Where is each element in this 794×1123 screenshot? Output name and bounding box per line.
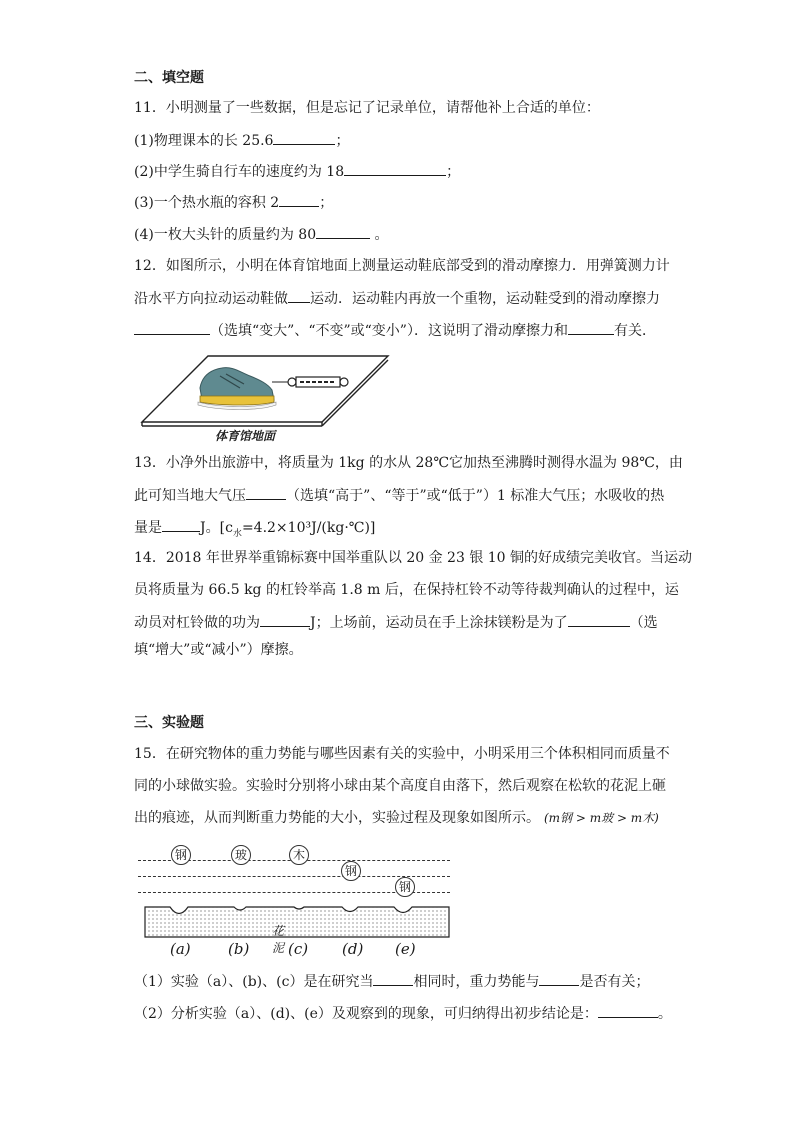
q11-item-2: (2)中学生骑自行车的速度约为 18 ； [134, 161, 460, 182]
q11-blank-3[interactable] [279, 192, 319, 207]
mass-relation: (m钢 > m玻 > m木) [544, 811, 659, 825]
q14-blank-2[interactable] [568, 612, 630, 627]
q15-sub-2: （2）分析实验（a）、(d)、(e）及观察到的现象，可归纳得出初步结论是： 。 [134, 1003, 672, 1024]
q15-sub-1: （1）实验（a）、(b)、(c）是在研究当 相同时，重力势能与 是否有关； [134, 971, 649, 992]
label-d: (d) [342, 940, 364, 958]
ball-a: 钢 [171, 845, 191, 865]
q13-line-3: 量是 J。$[c_水=4.2\times 10^3J/(kg\cdot℃)]$ [134, 517, 375, 544]
q12-blank-2[interactable] [134, 320, 210, 335]
q12-line-3: （选填“变大”、“不变”或“变小”）．这说明了滑动摩擦力和 有关． [134, 320, 656, 341]
q11-item-4: (4)一枚大头针的质量约为 80 。 [134, 224, 389, 245]
q15-blank-2[interactable] [539, 971, 579, 986]
q14-blank-1[interactable] [260, 612, 310, 627]
ball-e: 钢 [395, 877, 415, 897]
ball-c: 木 [289, 845, 309, 865]
label-b: (b) [228, 940, 250, 958]
q13-blank-2[interactable] [162, 517, 200, 532]
section-title-fill-blank: 二、填空题 [134, 70, 204, 86]
q15-line-3: 出的痕迹，从而判断重力势能的大小，实验过程及现象如图所示。 (m钢 > m玻 > m木) [134, 810, 659, 826]
q12-blank-1[interactable] [288, 288, 310, 303]
q11-item-1: (1)物理课本的长 25.6 ； [134, 130, 349, 151]
section-title-experiment: 三、实验题 [134, 715, 204, 731]
label-e: (e) [395, 940, 416, 958]
shoe-on-floor-figure [140, 352, 390, 444]
q11-item-3: (3)一个热水瓶的容积 2 ； [134, 192, 333, 213]
q11-stem: 11．小明测量了一些数据，但是忘记了记录单位，请帮他补上合适的单位： [134, 100, 600, 116]
q11-blank-1[interactable] [273, 130, 335, 145]
q15-line-2: 同的小球做实验。实验时分别将小球由某个高度自由落下，然后观察在松软的花泥上砸 [134, 778, 666, 794]
q13-line-1: 13．小净外出旅游中，将质量为 1kg 的水从 28℃它加热至沸腾时测得水温为 98℃，由 [134, 455, 683, 471]
figure-caption-gym-floor: 体育馆地面 [215, 429, 276, 443]
q14-line-3: 动员对杠铃做的功为 J；上场前，运动员在手上涂抹镁粉是为了 （选 [134, 612, 658, 633]
q12-blank-3[interactable] [568, 320, 614, 335]
q15-line-1: 15．在研究物体的重力势能与哪些因素有关的实验中，小明采用三个体积相同而质量不 [134, 746, 670, 762]
q11-blank-2[interactable] [344, 161, 446, 176]
q15-blank-3[interactable] [598, 1003, 658, 1018]
q11-blank-4[interactable] [316, 224, 370, 239]
q15-blank-1[interactable] [373, 971, 413, 986]
mud-label: 花 泥 [272, 924, 297, 955]
q13-blank-1[interactable] [246, 485, 286, 500]
ball-b: 玻 [231, 845, 251, 865]
q14-line-2: 员将质量为 66.5 kg 的杠铃举高 1.8 m 后，在保持杠铃不动等待裁判确认的过程中，运 [134, 582, 679, 598]
q13-line-2: 此可知当地大气压 （选填“高于”、“等于”或“低于”）1 标准大气压；水吸收的热 [134, 485, 664, 506]
q12-line-2: 沿水平方向拉动运动鞋做 运动．运动鞋内再放一个重物，运动鞋受到的滑动摩擦力 [134, 288, 660, 309]
ball-d: 钢 [341, 861, 361, 881]
label-a: (a) [170, 940, 191, 958]
q14-line-1: 14．2018 年世界举重锦标赛中国举重队以 20 金 23 银 10 铜的好成绩完美收官。当运动 [134, 550, 693, 566]
q12-line-1: 12．如图所示，小明在体育馆地面上测量运动鞋底部受到的滑动摩擦力．用弹簧测力计 [134, 258, 670, 274]
label-c: (c) [288, 940, 309, 958]
mud-block [144, 906, 450, 938]
q14-line-4: 填“增大”或“减小”）摩擦。 [134, 642, 303, 658]
